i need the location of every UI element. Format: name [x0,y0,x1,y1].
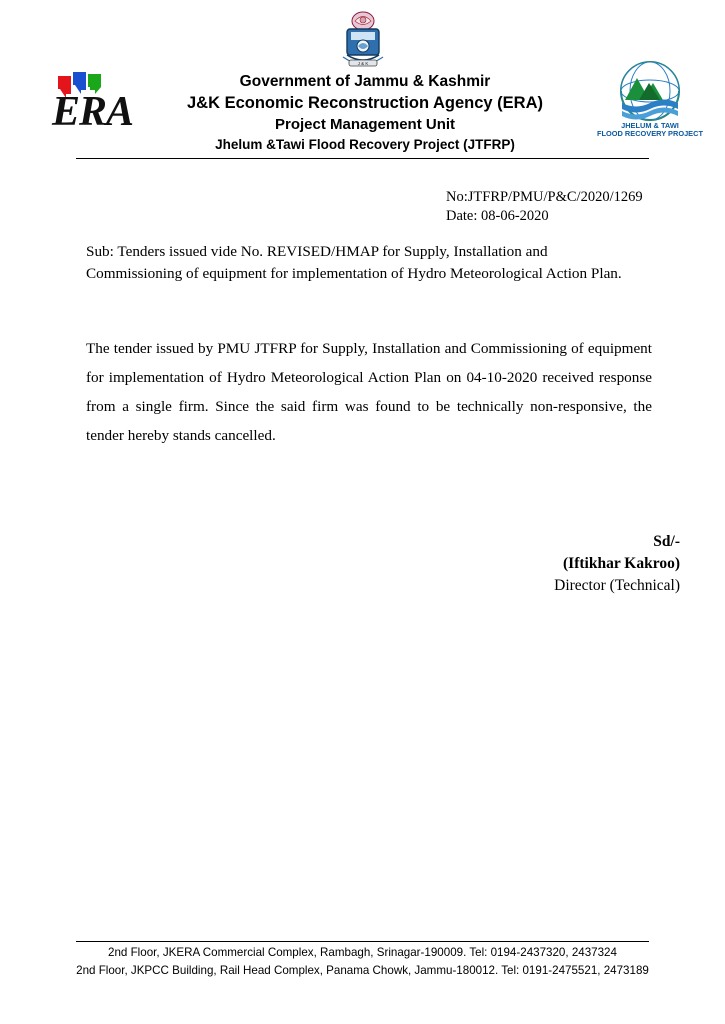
reference-date: Date: 08-06-2020 [446,208,549,224]
reference-block [446,188,643,226]
svg-text:FLOOD RECOVERY PROJECT: FLOOD RECOVERY PROJECT [597,129,703,138]
signature-designation: Director (Technical) [554,577,680,594]
document-header [0,0,725,150]
footer-address-srinagar: 2nd Floor, JKERA Commercial Complex, Rambagh, Srinagar-190009. Tel: 0194-2437320, 2437324 [108,946,617,959]
header-project-line: Jhelum &Tawi Flood Recovery Project (JTFRP) [215,137,515,152]
signature-sd: Sd/- [653,533,680,550]
era-logo [52,72,164,134]
signature-block [554,531,680,597]
header-unit-line: Project Management Unit [274,116,456,133]
jtfrp-logo-icon [591,58,709,138]
era-wordmark: ERA [52,89,134,135]
reference-number: No:JTFRP/PMU/P&C/2020/1269 [446,189,643,205]
svg-text:JHELUM & TAWI: JHELUM & TAWI [621,121,679,130]
header-agency-line: J&K Economic Reconstruction Agency (ERA) [186,94,544,112]
header-government-line: Government of Jammu & Kashmir [239,73,491,90]
svg-text:J & K: J & K [357,61,369,66]
document-footer [76,944,649,979]
subject-line: Sub: Tenders issued vide No. REVISED/HMAP for Supply, Installation and Commissioning of equipment for implementation of Hydro Meteorological Action Plan. [86,243,622,282]
header-divider [76,158,649,159]
body-paragraph: The tender issued by PMU JTFRP for Supply, Installation and Commissioning of equipment for implementation of Hydro Meteorological Action Plan on 04-10-2020 received response from a single firm. Since the said firm was found to be technically non-responsive, the tender hereby stands cancelled. [86,340,652,444]
jk-government-emblem-icon [335,8,391,70]
footer-divider [76,941,649,942]
signature-name: (Iftikhar Kakroo) [563,555,680,572]
footer-address-jammu: 2nd Floor, JKPCC Building, Rail Head Complex, Panama Chowk, Jammu-180012. Tel: 0191-2475521, 2473189 [76,963,649,977]
header-title-block [170,72,560,155]
